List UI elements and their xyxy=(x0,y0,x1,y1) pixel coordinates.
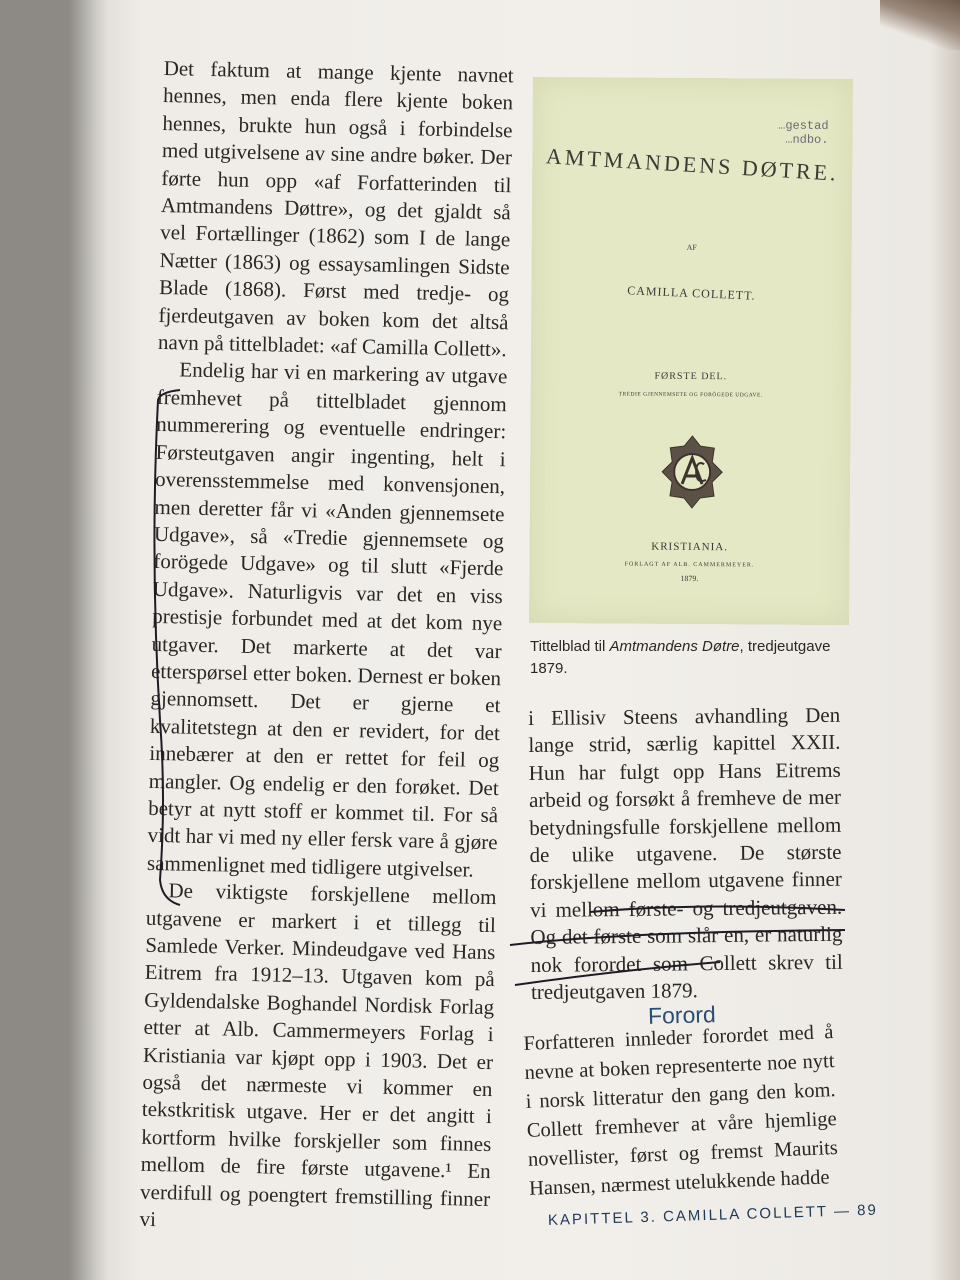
left-column xyxy=(139,55,514,1241)
running-footer: KAPITTEL 3. CAMILLA COLLETT — 89 xyxy=(547,1201,879,1229)
figure-edition: TREDIE GJENNEMSETE OG FORÖGEDE UDGAVE. xyxy=(618,391,763,399)
publisher-emblem-icon xyxy=(660,434,725,510)
gutter-shadow xyxy=(68,0,108,1280)
book-page xyxy=(68,0,960,1280)
figure-author: CAMILLA COLLETT. xyxy=(626,283,756,303)
stamp-line-1: …gestad xyxy=(778,118,829,133)
right-paragraph-1: i Ellisiv Steens avhandling Den lange strid, særlig kapittel XXII. Hun har fulgt opp Hans Eitrems arbeid og forsøkt å fremheve de mer betydningsfulle forskjellene mellom de ulike utgavene. De største forskjellene mellom utgavene finner vi mellom første- og tredjeutgaven. Og det første som slår en, er naturlig nok forordet som Collett skrev til tredjeutgaven 1879. xyxy=(528,702,843,1005)
library-stamp xyxy=(778,119,829,147)
caption-prefix: Tittelblad til xyxy=(530,638,610,655)
figure-caption xyxy=(530,636,850,680)
right-column-top xyxy=(528,702,843,1007)
figure-af: AF xyxy=(686,242,697,253)
figure-book-title: AMTMANDENS DØTRE. xyxy=(545,143,840,186)
left-paragraph-2: Endelig har vi en markering av utgave fremhevet på tittelbladet gjennom nummerering og eventuelle endringer: Førsteutgaven angir ingenting, helt i overensstemmelse med konvensjonen, men deretter får vi «Anden gjennemsete Udgave», så «Tredie gjennemsete og forögede Udgave» og til slutt «Fjerde Udgave». Naturligvis var det en viss prestisje forbundet med at det kom nye utgaver. Det markerte at det var etterspørsel etter boken. Dernest er boken gjennomsett. Det er gjerne et kvalitetstegn at den er revidert, for det innebærer at den er rettet for feil og mangler. Og endelig er den forøket. Det betyr at nytt stoff er kommet til. For så vidt har vi med ny eller fersk vare å gjøre sammenlignet med tidligere utgivelser. xyxy=(146,357,508,882)
figure-year: 1879. xyxy=(680,573,699,584)
left-paragraph-3: De viktigste forskjellene mellom utgavene er markert i et tillegg til Samlede Verker. Mindeudgave ved Hans Eitrem fra 1912–13. Utgaven kom på Gyldendalske Boghandel Nordisk Forlag etter at Alb. Cammermeyers Forlag i Kristiania var kjøpt opp i 1903. Det er også det nærmeste vi kommer en tekstkritisk utgave. Her er det angitt i kortform hvilke forskjeller som finnes mellom de fire første utgavene.¹ En verdifull og poengtert fremstilling finner vi xyxy=(139,878,497,1232)
figure-part: FØRSTE DEL. xyxy=(654,370,728,383)
stamp-line-2: …ndbo. xyxy=(785,132,829,147)
caption-suffix: , tredjeutgave 1879. xyxy=(530,638,831,677)
right-paragraph-2: Forfatteren innleder forordet med å nevne at boken representerte noe nytt i norsk litteratur den gang den kom. Collett fremhever at våre hjemlige novellister, først og fremst Maurits Hansen, nærmest utelukkende hadde xyxy=(523,1021,839,1200)
left-paragraph-1: Det faktum at mange kjente navnet hennes, men enda flere kjente boken hennes, brukte hun også i forbindelse med utgivelsene av sine andre bøker. Der førte hun opp «af Forfatterinden til Amtmandens Døttre», og det gjaldt så vel Fortællinger (1862) som I de lange Nætter (1863) og essaysamlingen Sidste Blade (1868). Først med tredje- og fjerdeutgaven av boken kom det altså navn på tittelbladet: «af Camilla Collett». xyxy=(157,55,514,362)
page-corner xyxy=(880,0,960,50)
figure-city: KRISTIANIA. xyxy=(651,540,729,554)
page-edge xyxy=(930,0,960,1280)
section-heading: Forord xyxy=(647,1001,717,1029)
figure-publisher: FORLAGT AF ALB. CAMMERMEYER. xyxy=(624,561,755,569)
right-column-bottom xyxy=(523,1018,839,1204)
caption-title: Amtmandens Døtre xyxy=(609,638,740,655)
title-page-figure xyxy=(529,77,853,625)
